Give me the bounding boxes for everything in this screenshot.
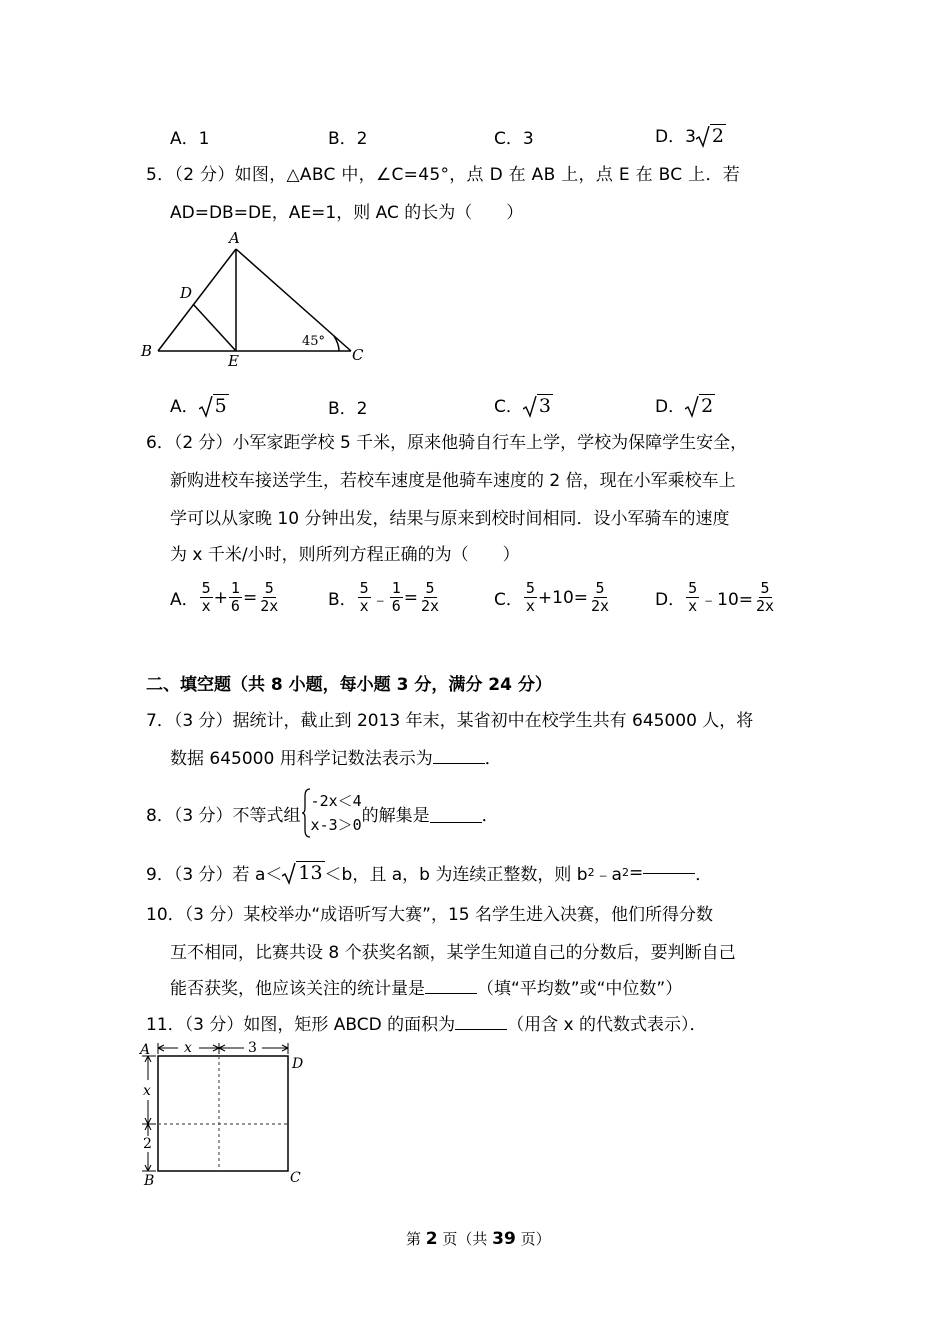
sqrt-symbol [199,395,229,417]
operator: ﹣10= [700,590,754,610]
answer-blank[interactable] [425,992,477,994]
numerator: 5 [525,579,535,597]
operator: + [213,587,228,608]
denominator: 2x [756,597,775,615]
numerator: 5 [760,579,770,597]
page-number: 2 [425,1229,438,1249]
inequality-1: -2x＜4 [310,792,362,810]
label-d: D [292,1056,304,1072]
q7-line1: 7．（3 分）据统计，截止到 2013 年末，某省初中在校学生共有 645000 人，将 [146,711,754,731]
q5-option-a-prefix: A． [170,397,199,417]
inequality-2: x-3＞0 [310,816,362,834]
label-d: D [180,284,193,302]
q8-suffix: 的解集是 [361,805,430,826]
sqrt-symbol [696,125,726,147]
q5-option-c [494,392,553,417]
q5-option-a [170,392,229,417]
q6-line1: 6．（2 分）小军家距学校 5 千米，原来他骑自行车上学，学校为保障学生安全， [146,433,748,453]
denominator: 2x [260,597,279,615]
equals: = [628,862,644,883]
operator: +10= [537,587,589,608]
q10-line2: 互不相同，比赛共设 8 个获奖名额，某学生知道自己的分数后，要判断自己 [170,943,736,963]
label-e: E [228,352,239,368]
inequality-system [301,788,362,838]
q6-line3: 学可以从家晚 10 分钟出发，结果与原来到校时间相同．设小军骑车的速度 [170,509,730,529]
answer-blank[interactable] [430,821,482,823]
numerator: 5 [425,579,435,597]
section-heading: 二、填空题（共 8 小题，每小题 3 分，满分 24 分） [146,675,552,695]
label-c: C [290,1170,301,1186]
option-label: A． [170,590,199,610]
denominator: x [525,597,535,615]
footer-suffix: 页） [515,1230,551,1248]
q11-text: 11．（3 分）如图，矩形 ABCD 的面积为 [146,1015,456,1035]
q5-option-c-radicand: 3 [538,395,551,417]
answer-blank[interactable] [433,762,485,764]
numerator: 5 [201,579,211,597]
q5-option-d-radicand: 2 [701,395,714,417]
left-x-label: x [143,1083,151,1099]
q6-line2: 新购进校车接送学生，若校车速度是他骑车速度的 2 倍，现在小军乘校车上 [170,471,736,491]
q7-end: ． [484,749,502,769]
q4-option-a: A．1 [170,129,210,149]
q6-option-c [494,580,612,615]
page-footer [406,1228,551,1249]
label-a: A [229,229,240,247]
operator: ﹣ [371,590,389,610]
footer-prefix: 第 [406,1230,426,1248]
equals: = [403,587,418,608]
q5-triangle-figure [136,228,376,368]
label-a: A [140,1042,151,1058]
q9-end: ． [695,865,713,885]
q4-option-d-prefix: D．3 [655,127,696,147]
fraction [419,580,441,615]
q8 [146,788,499,838]
q7-text: 数据 645000 用科学记数法表示为 [170,749,433,769]
fraction [686,580,699,615]
denominator: x [688,597,698,615]
fraction [358,580,371,615]
left-2-label: 2 [143,1136,152,1152]
q10-hint: （填“平均数”或“中位数”） [477,979,683,999]
superscript: 2 [621,866,629,879]
fraction [754,580,776,615]
angle-label: 45° [302,334,326,349]
q10-line1: 10．（3 分）某校举办“成语听写大赛”，15 名学生进入决赛，他们所得分数 [146,905,714,925]
q9-radicand: 13 [298,861,323,884]
option-label: B． [328,590,357,610]
q9-mid2: ﹣a [594,865,622,885]
sqrt-symbol [685,395,715,417]
fraction [589,580,611,615]
denominator: x [359,597,369,615]
q4-option-d-radicand: 2 [711,125,724,147]
q9-prefix: 9．（3 分）若 a＜ [146,865,283,885]
option-label: D． [655,590,686,610]
fraction [258,580,280,615]
q11-rectangle-figure [136,1040,316,1190]
numerator: 5 [595,579,605,597]
q6-line4: 为 x 千米/小时，则所列方程正确的为（ ） [170,545,520,565]
denominator: x [201,597,211,615]
denominator: 6 [230,597,240,615]
q6-option-a [170,580,281,615]
sqrt-symbol [282,862,324,884]
q4-option-d [655,122,726,147]
denominator: 2x [420,597,440,615]
q7-line2 [170,744,502,769]
q6-option-b [328,580,442,615]
top-3-label: 3 [248,1040,257,1056]
q5-line1: 5．（2 分）如图，△ABC 中，∠C=45°，点 D 在 AB 上，点 E 在 BC 上．若 [146,165,741,185]
q5-option-a-radicand: 5 [214,395,227,417]
denominator: 6 [391,597,401,615]
q4-option-b: B．2 [328,129,368,149]
numerator: 5 [264,579,274,597]
top-x-label: x [184,1040,192,1056]
q5-option-d-prefix: D． [655,397,686,417]
q10-text: 能否获奖，他应该关注的统计量是 [170,979,425,999]
brace-icon [301,788,311,838]
fraction [524,580,537,615]
equals: = [242,587,258,608]
q9 [146,860,712,885]
q6-option-d [655,580,777,615]
q11-hint: （用含 x 的代数式表示）． [507,1015,707,1035]
label-b: B [141,342,153,360]
q5-option-b: B．2 [328,399,368,419]
numerator: 5 [688,579,698,597]
total-pages: 39 [492,1229,516,1249]
footer-mid: 页（共 [437,1230,493,1248]
q5-option-d [655,392,715,417]
q9-mid: ＜b，且 a，b 为连续正整数，则 b [324,865,588,885]
answer-blank[interactable] [455,1028,507,1030]
option-label: C． [494,590,523,610]
q10-line3 [170,974,682,999]
q4-option-c: C．3 [494,129,534,149]
q5-option-c-prefix: C． [494,397,523,417]
fraction [200,580,213,615]
numerator: 5 [359,579,369,597]
q8-prefix: 8．（3 分）不等式组 [146,805,301,826]
label-b: B [144,1173,155,1189]
label-c: C [352,346,364,364]
denominator: 2x [591,597,610,615]
superscript: 2 [587,866,595,879]
fraction [390,580,403,615]
q5-line2: AD=DB=DE，AE=1，则 AC 的长为（ ） [170,203,524,223]
answer-blank[interactable] [643,872,695,874]
fraction [229,580,242,615]
sqrt-symbol [523,395,553,417]
numerator: 1 [230,579,240,597]
q11-line [146,1010,707,1035]
numerator: 1 [391,579,401,597]
q8-end: ． [481,805,499,826]
